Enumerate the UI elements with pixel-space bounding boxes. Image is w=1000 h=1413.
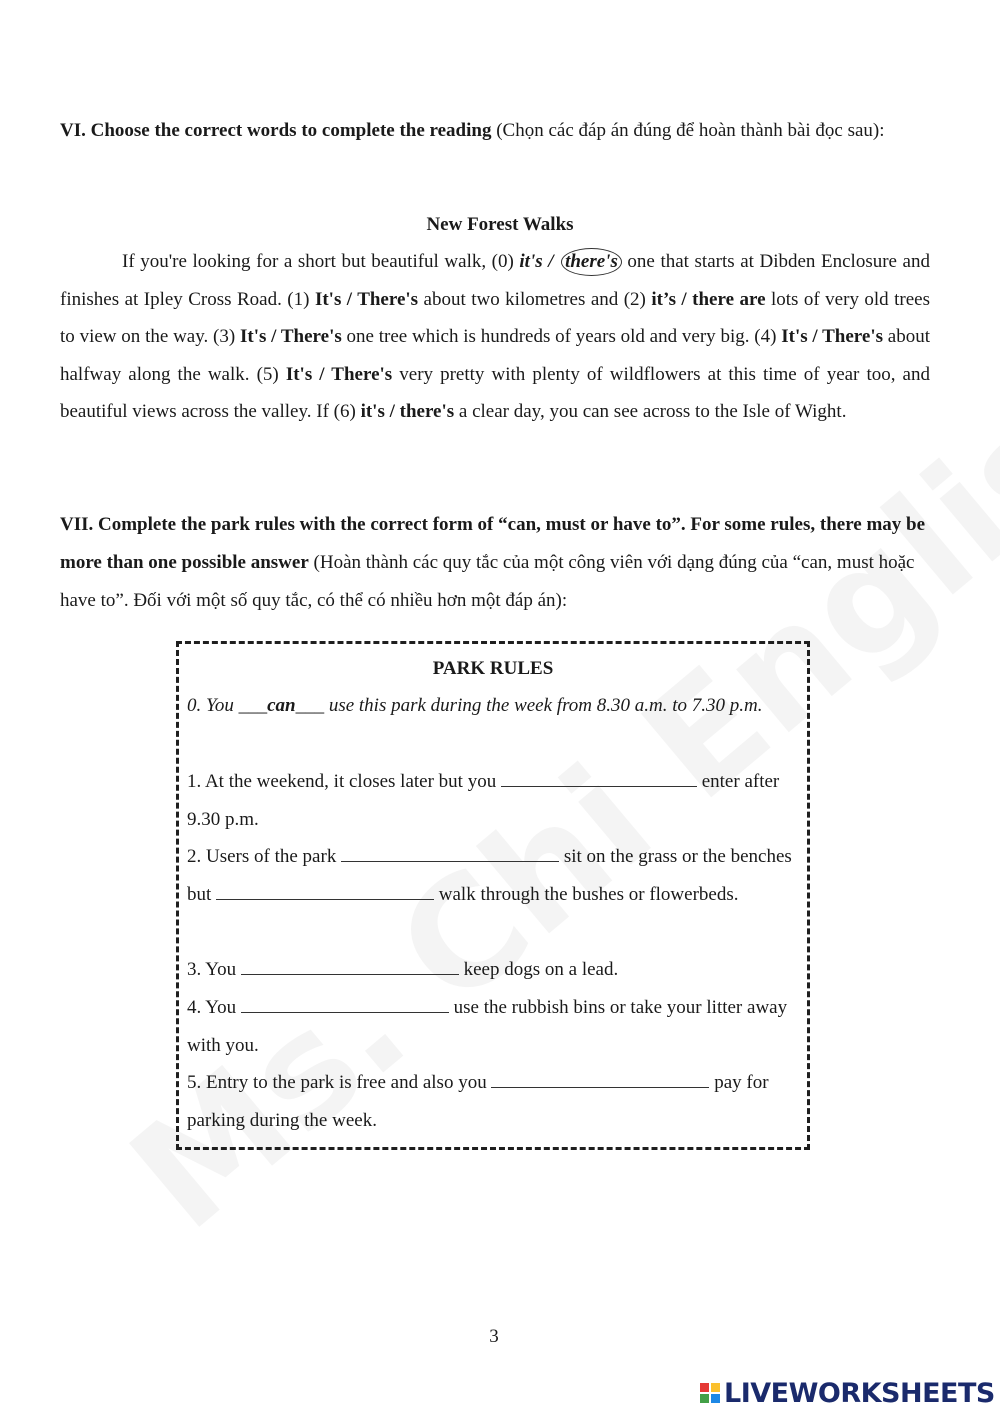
logo-square-icon xyxy=(711,1383,720,1392)
example-option-its[interactable]: it's xyxy=(519,251,543,272)
answer-blank-2b[interactable] xyxy=(216,882,434,900)
passage-text: lots of very old trees to view on the way. (3) xyxy=(60,288,931,348)
section-7-heading xyxy=(60,506,935,620)
liveworksheets-logo-text: LIVEWORKSHEETS xyxy=(724,1377,995,1409)
rule-text: 0. You ___ xyxy=(187,695,268,716)
rule-0-answer: can xyxy=(267,695,296,716)
section-6-title: VI. Choose the correct words to complete the reading xyxy=(60,120,492,141)
liveworksheets-logo[interactable] xyxy=(700,1376,995,1410)
section-6-instruction: (Chọn các đáp án đúng để hoàn thành bài đọc sau): xyxy=(491,120,885,141)
passage-text: one that starts at Dibden Enclosure and finishes at Ipley Cross Road. (1) xyxy=(60,251,930,310)
choice-4[interactable]: It's / There's xyxy=(781,326,883,348)
logo-square-icon xyxy=(700,1394,709,1403)
section-7-instruction: (Hoàn thành các quy tắc của một công viên với dạng đúng của “can, must hoặc have to”. Đối với một số quy tắc, có thể có nhiều hơn một đáp án): xyxy=(60,552,915,611)
passage-text: one tree which is hundreds of years old and very big. (4) xyxy=(341,326,782,348)
passage-text: a clear day, you can see across to the Isle of Wight. xyxy=(454,401,847,423)
rule-1 xyxy=(187,763,802,838)
logo-square-icon xyxy=(711,1394,720,1403)
rule-3 xyxy=(187,951,802,989)
rule-text: 5. Entry to the park is free and also you xyxy=(187,1072,492,1093)
park-rules-title: PARK RULES xyxy=(432,658,554,679)
reading-passage xyxy=(60,243,930,431)
example-answer-circled[interactable]: there's xyxy=(561,248,622,276)
rule-text: walk through the bushes or flowerbeds. xyxy=(434,883,739,905)
passage-text: very pretty with plenty of wildflowers at this time of year too, and beautiful views across the valley. If (6) xyxy=(60,363,930,423)
rule-2 xyxy=(187,838,802,913)
answer-blank-4[interactable] xyxy=(241,995,449,1013)
reading-title: New Forest Walks xyxy=(426,214,574,235)
choice-5[interactable]: It's / There's xyxy=(285,363,393,385)
passage-text: about two kilometres and (2) xyxy=(418,288,652,310)
rule-text: enter after 9.30 p.m. xyxy=(187,771,780,830)
rule-4 xyxy=(187,989,802,1064)
rule-0-example xyxy=(187,687,802,725)
rule-text: 1. At the weekend, it closes later but you xyxy=(187,771,501,792)
rule-text: keep dogs on a lead. xyxy=(458,959,619,980)
logo-square-icon xyxy=(700,1383,709,1392)
page-number: 3 xyxy=(489,1326,499,1347)
section-7-title: VII. Complete the park rules with the correct form of “can, must or have to”. For some rules, there may be more than one possible answer xyxy=(60,514,926,573)
choice-3[interactable]: It's / There's xyxy=(239,326,342,348)
choice-6[interactable]: it's / there's xyxy=(360,401,455,423)
rule-text: ___ use this park during the week from 8.30 a.m. to 7.30 p.m. xyxy=(295,695,763,716)
answer-blank-5[interactable] xyxy=(491,1070,709,1088)
rule-text: sit on the grass or the benches but xyxy=(187,846,792,905)
choice-1[interactable]: It's / There's xyxy=(314,288,419,310)
option-separator: / xyxy=(542,251,560,272)
park-rules-box xyxy=(176,641,810,1150)
rule-text: pay for parking during the week. xyxy=(187,1072,769,1131)
passage-text: If you're looking for a short but beautiful walk, (0) xyxy=(122,251,520,272)
answer-blank-1[interactable] xyxy=(501,769,697,787)
rule-text: 4. You xyxy=(187,997,241,1018)
liveworksheets-logo-icon xyxy=(700,1383,720,1403)
section-6-heading xyxy=(60,112,932,150)
rule-5 xyxy=(187,1064,802,1139)
answer-blank-2a[interactable] xyxy=(341,844,559,862)
answer-blank-3[interactable] xyxy=(241,957,459,975)
rule-text: 3. You xyxy=(187,959,241,980)
passage-text: about halfway along the walk. (5) xyxy=(60,326,930,385)
choice-2[interactable]: it’s / there are xyxy=(651,288,766,310)
rule-text: use the rubbish bins or take your litter away with you. xyxy=(187,997,788,1056)
rule-text: 2. Users of the park xyxy=(187,846,342,867)
